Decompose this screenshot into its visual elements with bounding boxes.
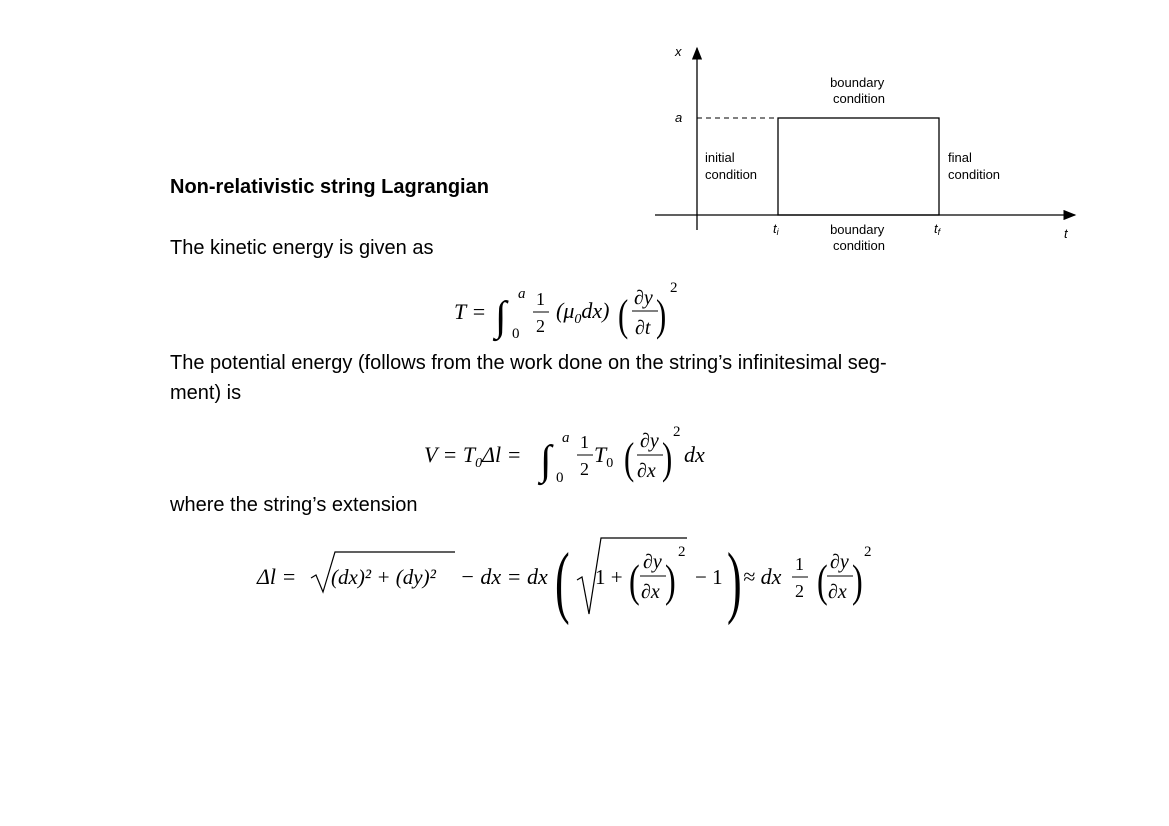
top-boundary-label: boundary condition <box>830 75 886 106</box>
svg-text:− dx = dx: − dx = dx <box>460 564 548 589</box>
svg-text:− 1: − 1 <box>695 565 723 589</box>
kinetic-energy-equation <box>450 272 690 344</box>
svg-text:∂x: ∂x <box>641 581 660 603</box>
boundary-rectangle <box>778 118 939 215</box>
svg-text:2: 2 <box>678 544 686 560</box>
svg-text:∫: ∫ <box>540 438 552 484</box>
svg-text:T0: $T_0$ <box>594 442 614 471</box>
extension-equation <box>255 530 885 625</box>
svg-text:2: 2 <box>673 424 681 440</box>
svg-text:0: 0 <box>556 470 564 486</box>
svg-text:): ) <box>662 434 673 484</box>
svg-text:2: 2 <box>580 459 589 479</box>
kinetic-intro: The kinetic energy is given as <box>170 237 434 259</box>
svg-text:(: ( <box>817 555 828 607</box>
svg-text:dx: dx <box>684 442 705 467</box>
svg-text:): ) <box>665 555 676 607</box>
bottom-boundary-label: boundary condition <box>830 222 886 253</box>
svg-text:(: ( <box>618 291 629 341</box>
extension-intro: where the string’s extension <box>170 494 418 516</box>
svg-text:(: ( <box>555 536 570 625</box>
ti-label: ti <box>773 221 779 237</box>
svg-text:(μ0dx): $(\mu_0dx)$ <box>556 298 610 327</box>
svg-text:≈ dx: ≈ dx <box>743 564 782 589</box>
tf-label: tf <box>934 221 941 237</box>
svg-text:Δl =: Δl = <box>257 564 297 589</box>
a-label: a <box>675 110 683 125</box>
svg-text:1: 1 <box>536 289 545 309</box>
integral-sign: ∫ <box>495 294 507 340</box>
svg-text:∂t: ∂t <box>635 317 651 339</box>
svg-text:(: ( <box>629 555 640 607</box>
svg-text:2: 2 <box>795 581 804 601</box>
section-title: Non-relativistic string Lagrangian <box>170 176 489 198</box>
svg-text:1: 1 <box>795 554 804 574</box>
initial-condition-label: initial condition <box>705 150 758 182</box>
svg-text:2: 2 <box>536 316 545 336</box>
svg-text:): ) <box>727 536 742 625</box>
svg-text:2: 2 <box>864 544 872 560</box>
svg-text:∂y: ∂y <box>634 287 653 309</box>
potential-energy-equation <box>420 418 720 490</box>
final-condition-label: final condition <box>948 150 1001 182</box>
svg-text:T =: T = <box>454 299 487 324</box>
svg-text:a: a <box>518 286 526 302</box>
potential-intro-line1: The potential energy (follows from the work done on the string’s infinitesimal seg- <box>170 352 887 374</box>
svg-text:): ) <box>852 555 863 607</box>
svg-text:∂x: ∂x <box>637 460 656 482</box>
x-axis-label: x <box>675 44 682 59</box>
svg-text:): ) <box>656 291 667 341</box>
svg-text:∂y: ∂y <box>640 430 659 452</box>
svg-text:∂y: ∂y <box>643 551 662 573</box>
svg-text:0: 0 <box>512 326 520 342</box>
svg-text:∂x: ∂x <box>828 581 847 603</box>
svg-text:V = T0Δl =: $V = T_0\Delta l$ = <box>424 442 522 471</box>
t-axis-label: t <box>1064 226 1068 241</box>
svg-text:∂y: ∂y <box>830 551 849 573</box>
boundary-condition-diagram <box>640 40 1090 260</box>
svg-text:(dx)² + (dy)²: (dx)² + (dy)² <box>331 565 436 589</box>
svg-text:1: 1 <box>580 432 589 452</box>
svg-text:1 +: 1 + <box>595 565 623 589</box>
svg-text:2: 2 <box>670 280 678 296</box>
svg-text:(: ( <box>624 434 635 484</box>
svg-text:a: a <box>562 430 570 446</box>
potential-intro-line2: ment) is <box>170 382 242 404</box>
